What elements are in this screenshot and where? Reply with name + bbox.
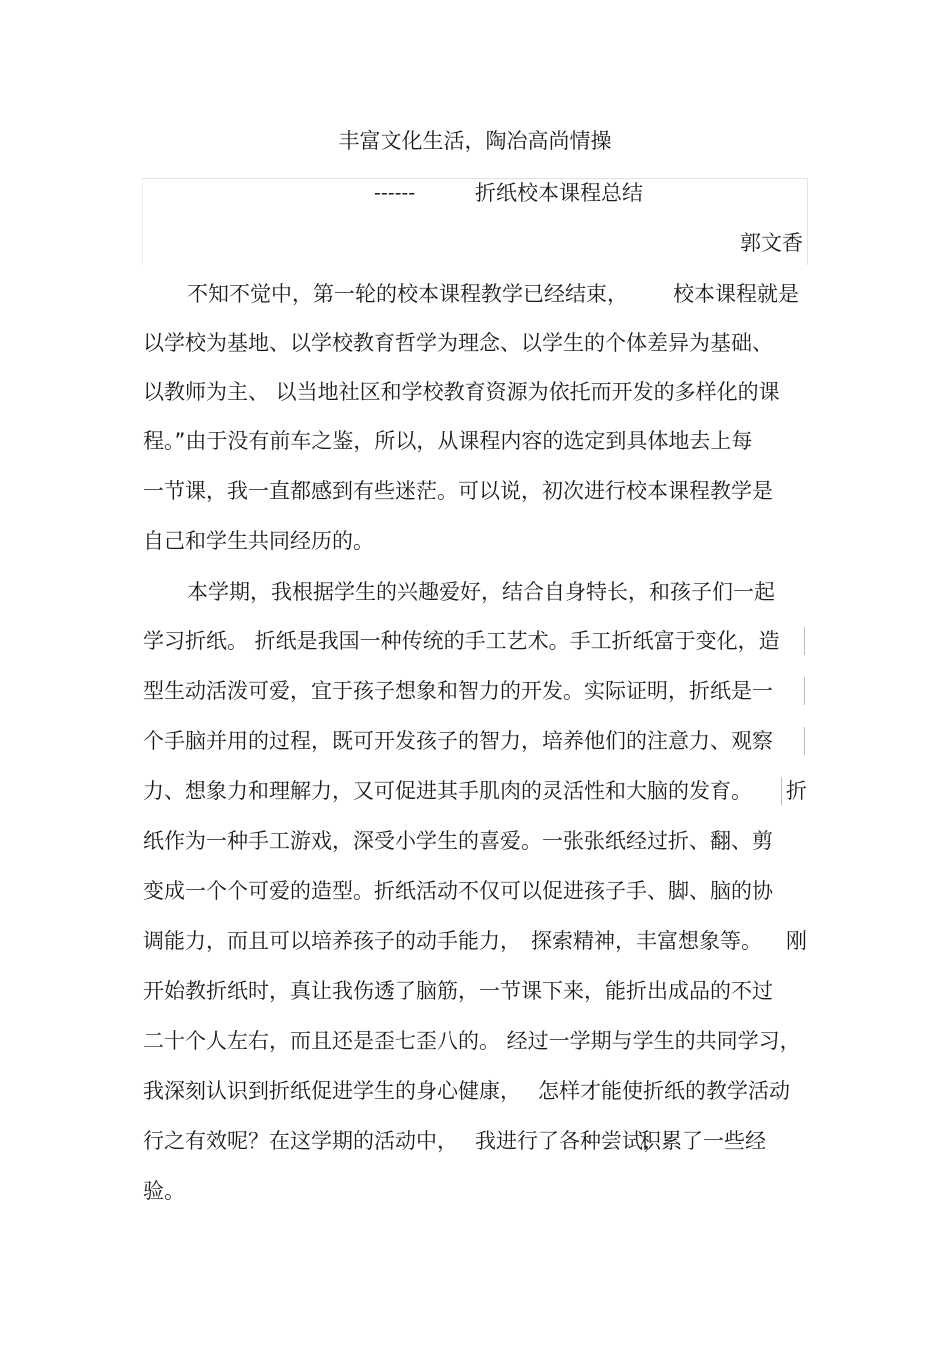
p2-line6: 纸作为一种手工游戏，深受小学生的喜爱。一张张纸经过折、翻、剪 (143, 829, 773, 853)
p1-line3: 以教师为主、 以当地社区和学校教育资源为依托而开发的多样化的课 (143, 380, 780, 404)
p1-line1b: 校本课程就是 (673, 282, 799, 306)
p1-line5: 一节课，我一直都感到有些迷茫。可以说，初次进行校本课程教学是 (143, 479, 773, 503)
p2-line2: 学习折纸。 折纸是我国一种传统的手工艺术。手工折纸富于变化，造 (143, 629, 780, 653)
margin-rule (804, 727, 805, 755)
p2-line10: 二十个人左右，而且还是歪七歪八的。 经过一学期与学生的共同学习， (143, 1029, 801, 1053)
p2-line11a: 我深刻认识到折纸促进学生的身心健康， (143, 1079, 521, 1103)
p2-line5b: 折 (786, 779, 807, 803)
p2-line3: 型生动活泼可爱，宜于孩子想象和智力的开发。实际证明，折纸是一 (143, 679, 773, 703)
p2-line1: 本学期，我根据学生的兴趣爱好，结合自身特长，和孩子们一起 (187, 580, 775, 604)
document-title: 丰富文化生活，陶冶高尚情操 (338, 129, 612, 153)
p2-line12c: 积累了一些经 (640, 1129, 766, 1153)
p2-line12a: 行之有效呢？在这学期的活动中， (143, 1129, 458, 1153)
p2-line11b: 怎样才能使折纸的教学活动 (538, 1079, 790, 1103)
p2-line12b: 我进行了各种尝试， (475, 1129, 664, 1153)
p2-line7: 变成一个个可爱的造型。折纸活动不仅可以促进孩子手、脚、脑的协 (143, 879, 773, 903)
margin-rule (781, 777, 782, 805)
author-name: 郭文香 (740, 231, 803, 255)
p2-line4: 个手脑并用的过程，既可开发孩子的智力，培养他们的注意力、观察 (143, 729, 773, 753)
p2-line8a: 调能力，而且可以培养孩子的动手能力， (143, 929, 521, 953)
p1-line1a: 不知不觉中，第一轮的校本课程教学已经结束， (187, 282, 628, 306)
p1-line4: 程。”由于没有前车之鉴，所以，从课程内容的选定到具体地去上每 (143, 429, 753, 453)
p2-line8b: 探索精神，丰富想象等。 (531, 929, 762, 953)
p2-line8c: 刚 (786, 929, 807, 953)
margin-rule (804, 677, 805, 705)
p2-line5a: 力、想象力和理解力，又可促进其手肌肉的灵活性和大脑的发育。 (143, 779, 752, 803)
p1-line6: 自己和学生共同经历的。 (143, 529, 374, 553)
subtitle-dashes: ------ (374, 182, 416, 204)
p2-line13: 验。 (143, 1179, 185, 1203)
document-subtitle: 折纸校本课程总结 (475, 181, 643, 205)
p1-line2: 以学校为基地、以学校教育哲学为理念、以学生的个体差异为基础、 (143, 331, 773, 355)
p2-line9: 开始教折纸时，真让我伤透了脑筋，一节课下来，能折出成品的不过 (143, 979, 773, 1003)
margin-rule (804, 627, 805, 655)
